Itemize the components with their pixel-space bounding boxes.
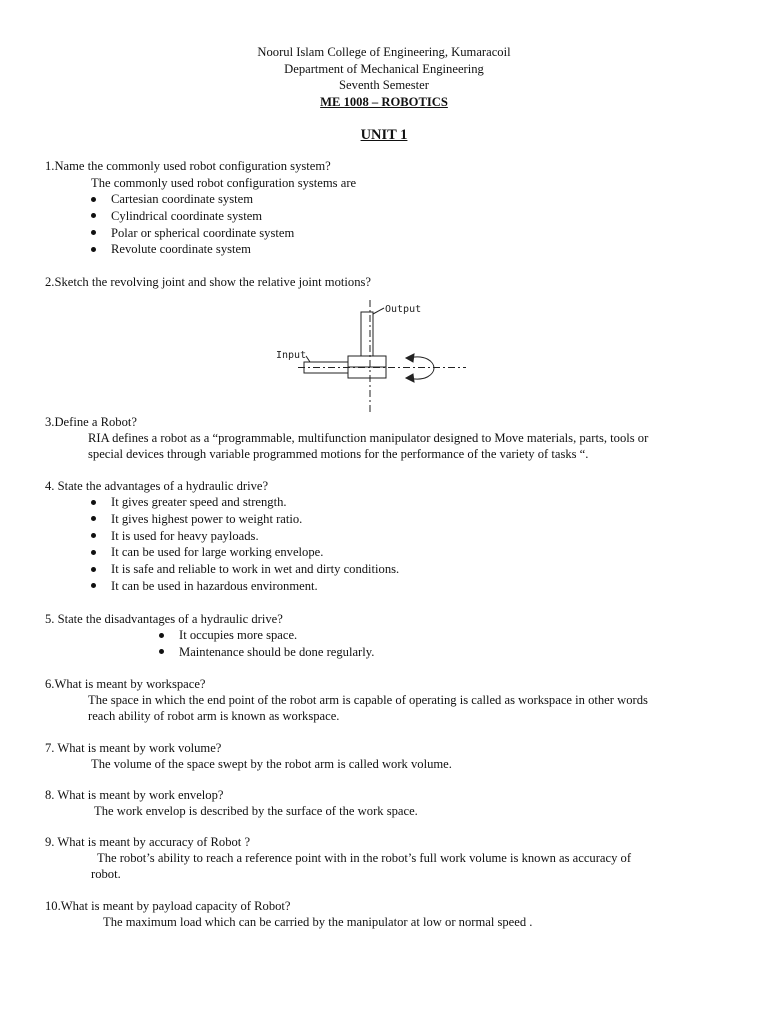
answer-8: The work envelop is described by the surface of the work space. [94, 804, 418, 818]
output-shaft [361, 312, 373, 356]
question-7: 7. What is meant by work volume? [45, 741, 222, 755]
rotation-arrowhead-bottom [406, 374, 414, 382]
answer-7: The volume of the space swept by the robot arm is called work volume. [91, 757, 452, 771]
answer-1-list [89, 191, 294, 258]
input-shaft [304, 362, 348, 373]
list-item: It can be used in hazardous environment. [89, 578, 399, 595]
answer-9-line-1: The robot’s ability to reach a reference point with in the robot’s full work volume is known as accuracy of [97, 851, 632, 865]
answer-3-line-2: special devices through variable programmed motions for the performance of the variety of tasks “. [88, 447, 589, 461]
revolving-joint-diagram [270, 296, 470, 416]
question-3: 3.Define a Robot? [45, 415, 137, 429]
answer-6-line-2: reach ability of robot arm is known as workspace. [88, 709, 340, 723]
list-item: It is safe and reliable to work in wet and dirty conditions. [89, 561, 399, 578]
list-item: Polar or spherical coordinate system [89, 225, 294, 242]
list-item: Revolute coordinate system [89, 241, 294, 258]
answer-9-line-2: robot. [91, 867, 121, 881]
question-10: 10.What is meant by payload capacity of Robot? [45, 899, 291, 913]
answer-3-line-1: RIA defines a robot as a “programmable, multifunction manipulator designed to Move materials, parts, tools or [88, 431, 649, 445]
list-item: It gives greater speed and strength. [89, 494, 399, 511]
list-item: It gives highest power to weight ratio. [89, 511, 399, 528]
list-item: Maintenance should be done regularly. [157, 644, 374, 661]
list-item: Cartesian coordinate system [89, 191, 294, 208]
list-item: Cylindrical coordinate system [89, 208, 294, 225]
question-6: 6.What is meant by workspace? [45, 677, 206, 691]
question-8: 8. What is meant by work envelop? [45, 788, 224, 802]
unit-heading: UNIT 1 [360, 127, 408, 143]
question-1: 1.Name the commonly used robot configuration system? [45, 159, 331, 173]
question-4: 4. State the advantages of a hydraulic drive? [45, 479, 269, 493]
input-leader [306, 356, 310, 362]
list-item: It is used for heavy payloads. [89, 528, 399, 545]
input-label: Input [276, 350, 307, 361]
answer-10: The maximum load which can be carried by the manipulator at low or normal speed . [103, 915, 533, 929]
output-leader [373, 308, 384, 314]
question-2: 2.Sketch the revolving joint and show the relative joint motions? [45, 275, 371, 289]
semester-label: Seventh Semester [339, 78, 429, 92]
course-title: ME 1008 – ROBOTICS [320, 95, 448, 109]
question-5: 5. State the disadvantages of a hydraulic drive? [45, 612, 283, 626]
question-9: 9. What is meant by accuracy of Robot ? [45, 835, 251, 849]
output-label: Output [385, 304, 422, 315]
department-name: Department of Mechanical Engineering [284, 62, 484, 76]
answer-4-list [89, 494, 399, 595]
answer-5-list [157, 627, 374, 661]
rotation-arrowhead-top [406, 354, 414, 362]
answer-1-intro: The commonly used robot configuration systems are [91, 176, 357, 190]
college-name: Noorul Islam College of Engineering, Kumaracoil [257, 45, 511, 59]
list-item: It occupies more space. [157, 627, 374, 644]
answer-6-line-1: The space in which the end point of the robot arm is capable of operating is called as workspace in other words [88, 693, 648, 707]
list-item: It can be used for large working envelope. [89, 544, 399, 561]
